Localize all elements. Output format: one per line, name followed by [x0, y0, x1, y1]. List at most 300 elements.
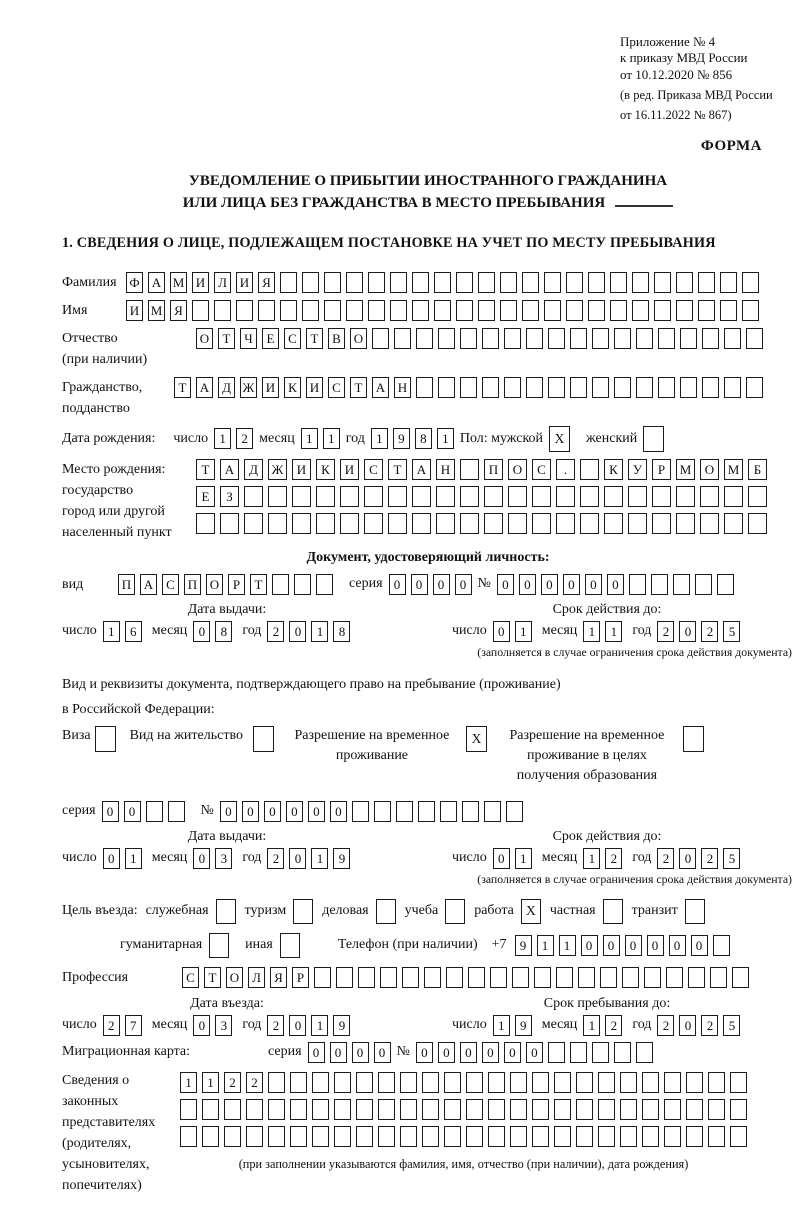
char-cell[interactable]: 1: [311, 1015, 328, 1036]
char-cell[interactable]: [702, 328, 719, 349]
char-cell[interactable]: [570, 377, 587, 398]
char-cell[interactable]: 0: [497, 574, 514, 595]
char-cell[interactable]: 0: [124, 801, 141, 822]
char-cell[interactable]: К: [604, 459, 623, 480]
char-cell[interactable]: 0: [679, 848, 696, 869]
char-cell[interactable]: [436, 513, 455, 534]
char-cell[interactable]: [554, 1126, 571, 1147]
char-cell[interactable]: [636, 328, 653, 349]
char-cell[interactable]: [708, 1126, 725, 1147]
char-cell[interactable]: [610, 300, 627, 321]
char-cell[interactable]: [438, 328, 455, 349]
char-cell[interactable]: [604, 513, 623, 534]
char-cell[interactable]: [380, 967, 397, 988]
char-cell[interactable]: [628, 513, 647, 534]
char-cell[interactable]: [460, 377, 477, 398]
char-cell[interactable]: 2: [657, 848, 674, 869]
char-cell[interactable]: 9: [515, 1015, 532, 1036]
char-cell[interactable]: [334, 1072, 351, 1093]
sex-female-checkbox[interactable]: [643, 426, 664, 452]
char-cell[interactable]: [272, 574, 289, 595]
char-cell[interactable]: 0: [264, 801, 281, 822]
char-cell[interactable]: 1: [583, 848, 600, 869]
char-cell[interactable]: 2: [267, 1015, 284, 1036]
char-cell[interactable]: Л: [214, 272, 231, 293]
char-cell[interactable]: [292, 486, 311, 507]
char-cell[interactable]: [592, 1042, 609, 1063]
char-cell[interactable]: [202, 1126, 219, 1147]
char-cell[interactable]: З: [220, 486, 239, 507]
char-cell[interactable]: [598, 1126, 615, 1147]
char-cell[interactable]: [460, 513, 479, 534]
char-cell[interactable]: Д: [244, 459, 263, 480]
char-cell[interactable]: [556, 513, 575, 534]
char-cell[interactable]: [214, 300, 231, 321]
char-cell[interactable]: А: [148, 272, 165, 293]
char-cell[interactable]: 1: [515, 621, 532, 642]
char-cell[interactable]: [748, 513, 767, 534]
char-cell[interactable]: Т: [218, 328, 235, 349]
char-cell[interactable]: [268, 513, 287, 534]
char-cell[interactable]: [280, 300, 297, 321]
char-cell[interactable]: [334, 1099, 351, 1120]
char-cell[interactable]: [732, 967, 749, 988]
char-cell[interactable]: 1: [583, 1015, 600, 1036]
char-cell[interactable]: 5: [723, 848, 740, 869]
char-cell[interactable]: О: [226, 967, 243, 988]
char-cell[interactable]: [628, 486, 647, 507]
purpose-transit-checkbox[interactable]: [685, 899, 705, 924]
char-cell[interactable]: 2: [267, 621, 284, 642]
char-cell[interactable]: [604, 486, 623, 507]
char-cell[interactable]: [676, 513, 695, 534]
char-cell[interactable]: 0: [607, 574, 624, 595]
char-cell[interactable]: 0: [308, 801, 325, 822]
char-cell[interactable]: [534, 967, 551, 988]
char-cell[interactable]: 3: [215, 848, 232, 869]
char-cell[interactable]: Е: [262, 328, 279, 349]
char-cell[interactable]: [717, 574, 734, 595]
char-cell[interactable]: [484, 513, 503, 534]
char-cell[interactable]: 5: [723, 1015, 740, 1036]
char-cell[interactable]: [522, 300, 539, 321]
char-cell[interactable]: [651, 574, 668, 595]
char-cell[interactable]: 1: [323, 428, 340, 449]
char-cell[interactable]: [456, 300, 473, 321]
char-cell[interactable]: [374, 801, 391, 822]
char-cell[interactable]: О: [196, 328, 213, 349]
char-cell[interactable]: [664, 1099, 681, 1120]
char-cell[interactable]: 1: [103, 621, 120, 642]
char-cell[interactable]: [622, 967, 639, 988]
char-cell[interactable]: 6: [125, 621, 142, 642]
char-cell[interactable]: 0: [193, 621, 210, 642]
char-cell[interactable]: 2: [657, 1015, 674, 1036]
char-cell[interactable]: [466, 1126, 483, 1147]
char-cell[interactable]: [680, 377, 697, 398]
char-cell[interactable]: [268, 1126, 285, 1147]
char-cell[interactable]: [478, 272, 495, 293]
char-cell[interactable]: И: [236, 272, 253, 293]
char-cell[interactable]: Ж: [240, 377, 257, 398]
char-cell[interactable]: 1: [437, 428, 454, 449]
char-cell[interactable]: О: [350, 328, 367, 349]
char-cell[interactable]: [610, 272, 627, 293]
char-cell[interactable]: [466, 1072, 483, 1093]
char-cell[interactable]: [312, 1126, 329, 1147]
char-cell[interactable]: [526, 328, 543, 349]
char-cell[interactable]: [636, 1042, 653, 1063]
char-cell[interactable]: [180, 1126, 197, 1147]
char-cell[interactable]: 8: [215, 621, 232, 642]
char-cell[interactable]: [280, 272, 297, 293]
char-cell[interactable]: С: [284, 328, 301, 349]
char-cell[interactable]: [246, 1099, 263, 1120]
char-cell[interactable]: [356, 1099, 373, 1120]
char-cell[interactable]: Л: [248, 967, 265, 988]
char-cell[interactable]: 1: [583, 621, 600, 642]
char-cell[interactable]: [180, 1099, 197, 1120]
char-cell[interactable]: 8: [333, 621, 350, 642]
purpose-private-checkbox[interactable]: [603, 899, 623, 924]
char-cell[interactable]: П: [184, 574, 201, 595]
char-cell[interactable]: [700, 486, 719, 507]
char-cell[interactable]: [724, 328, 741, 349]
char-cell[interactable]: 2: [657, 621, 674, 642]
char-cell[interactable]: [544, 272, 561, 293]
char-cell[interactable]: [666, 967, 683, 988]
char-cell[interactable]: [434, 272, 451, 293]
char-cell[interactable]: 0: [519, 574, 536, 595]
char-cell[interactable]: [368, 300, 385, 321]
char-cell[interactable]: С: [364, 459, 383, 480]
char-cell[interactable]: [710, 967, 727, 988]
char-cell[interactable]: 0: [482, 1042, 499, 1063]
char-cell[interactable]: [673, 574, 690, 595]
char-cell[interactable]: [500, 272, 517, 293]
char-cell[interactable]: 0: [102, 801, 119, 822]
char-cell[interactable]: 0: [679, 621, 696, 642]
char-cell[interactable]: [168, 801, 185, 822]
char-cell[interactable]: 1: [311, 848, 328, 869]
char-cell[interactable]: И: [306, 377, 323, 398]
char-cell[interactable]: 0: [220, 801, 237, 822]
char-cell[interactable]: [588, 300, 605, 321]
char-cell[interactable]: Т: [204, 967, 221, 988]
char-cell[interactable]: К: [316, 459, 335, 480]
char-cell[interactable]: [316, 513, 335, 534]
char-cell[interactable]: 1: [125, 848, 142, 869]
char-cell[interactable]: [654, 272, 671, 293]
char-cell[interactable]: 1: [301, 428, 318, 449]
char-cell[interactable]: [484, 486, 503, 507]
char-cell[interactable]: [224, 1126, 241, 1147]
char-cell[interactable]: [652, 513, 671, 534]
char-cell[interactable]: Ф: [126, 272, 143, 293]
char-cell[interactable]: [506, 801, 523, 822]
char-cell[interactable]: [570, 328, 587, 349]
char-cell[interactable]: [352, 801, 369, 822]
char-cell[interactable]: 0: [526, 1042, 543, 1063]
char-cell[interactable]: [220, 513, 239, 534]
char-cell[interactable]: [676, 486, 695, 507]
char-cell[interactable]: [548, 377, 565, 398]
char-cell[interactable]: [676, 300, 693, 321]
char-cell[interactable]: [532, 513, 551, 534]
char-cell[interactable]: [698, 300, 715, 321]
char-cell[interactable]: 7: [125, 1015, 142, 1036]
char-cell[interactable]: 1: [214, 428, 231, 449]
char-cell[interactable]: [424, 967, 441, 988]
char-cell[interactable]: [700, 513, 719, 534]
char-cell[interactable]: 1: [605, 621, 622, 642]
char-cell[interactable]: [244, 486, 263, 507]
char-cell[interactable]: [444, 1072, 461, 1093]
char-cell[interactable]: 0: [289, 1015, 306, 1036]
char-cell[interactable]: [356, 1072, 373, 1093]
char-cell[interactable]: А: [196, 377, 213, 398]
char-cell[interactable]: [258, 300, 275, 321]
char-cell[interactable]: [658, 328, 675, 349]
char-cell[interactable]: [378, 1099, 395, 1120]
char-cell[interactable]: К: [284, 377, 301, 398]
char-cell[interactable]: 1: [515, 848, 532, 869]
char-cell[interactable]: Т: [306, 328, 323, 349]
char-cell[interactable]: [412, 513, 431, 534]
char-cell[interactable]: [526, 377, 543, 398]
char-cell[interactable]: [629, 574, 646, 595]
char-cell[interactable]: [336, 967, 353, 988]
char-cell[interactable]: [510, 1126, 527, 1147]
purpose-study-checkbox[interactable]: [445, 899, 465, 924]
char-cell[interactable]: [576, 1126, 593, 1147]
char-cell[interactable]: [508, 486, 527, 507]
char-cell[interactable]: [580, 486, 599, 507]
char-cell[interactable]: 0: [581, 935, 598, 956]
char-cell[interactable]: Т: [250, 574, 267, 595]
char-cell[interactable]: 0: [242, 801, 259, 822]
char-cell[interactable]: [202, 1099, 219, 1120]
char-cell[interactable]: Я: [170, 300, 187, 321]
char-cell[interactable]: [196, 513, 215, 534]
char-cell[interactable]: Т: [388, 459, 407, 480]
char-cell[interactable]: О: [700, 459, 719, 480]
char-cell[interactable]: Р: [292, 967, 309, 988]
char-cell[interactable]: [642, 1126, 659, 1147]
char-cell[interactable]: М: [724, 459, 743, 480]
char-cell[interactable]: [598, 1099, 615, 1120]
purpose-work-checkbox[interactable]: X: [521, 899, 541, 924]
char-cell[interactable]: В: [328, 328, 345, 349]
char-cell[interactable]: [713, 935, 730, 956]
char-cell[interactable]: Ч: [240, 328, 257, 349]
char-cell[interactable]: [388, 486, 407, 507]
temp-edu-permit-checkbox[interactable]: [683, 726, 704, 752]
char-cell[interactable]: Б: [748, 459, 767, 480]
char-cell[interactable]: [510, 1072, 527, 1093]
char-cell[interactable]: [412, 300, 429, 321]
char-cell[interactable]: О: [206, 574, 223, 595]
char-cell[interactable]: 1: [537, 935, 554, 956]
char-cell[interactable]: [512, 967, 529, 988]
char-cell[interactable]: [686, 1126, 703, 1147]
char-cell[interactable]: И: [340, 459, 359, 480]
char-cell[interactable]: [600, 967, 617, 988]
char-cell[interactable]: М: [148, 300, 165, 321]
char-cell[interactable]: М: [170, 272, 187, 293]
char-cell[interactable]: 0: [374, 1042, 391, 1063]
char-cell[interactable]: [532, 1072, 549, 1093]
char-cell[interactable]: [504, 377, 521, 398]
char-cell[interactable]: [510, 1099, 527, 1120]
char-cell[interactable]: [390, 300, 407, 321]
char-cell[interactable]: [548, 1042, 565, 1063]
char-cell[interactable]: [532, 486, 551, 507]
char-cell[interactable]: 2: [103, 1015, 120, 1036]
char-cell[interactable]: [456, 272, 473, 293]
char-cell[interactable]: [522, 272, 539, 293]
char-cell[interactable]: [488, 1099, 505, 1120]
char-cell[interactable]: [316, 574, 333, 595]
char-cell[interactable]: Я: [270, 967, 287, 988]
char-cell[interactable]: [356, 1126, 373, 1147]
char-cell[interactable]: 0: [389, 574, 406, 595]
char-cell[interactable]: [702, 377, 719, 398]
char-cell[interactable]: [532, 1099, 549, 1120]
char-cell[interactable]: [444, 1126, 461, 1147]
char-cell[interactable]: И: [262, 377, 279, 398]
char-cell[interactable]: [686, 1072, 703, 1093]
char-cell[interactable]: О: [508, 459, 527, 480]
char-cell[interactable]: [742, 300, 759, 321]
char-cell[interactable]: А: [412, 459, 431, 480]
char-cell[interactable]: [748, 486, 767, 507]
char-cell[interactable]: [664, 1072, 681, 1093]
char-cell[interactable]: [484, 801, 501, 822]
char-cell[interactable]: [368, 272, 385, 293]
char-cell[interactable]: [292, 513, 311, 534]
char-cell[interactable]: [664, 1126, 681, 1147]
char-cell[interactable]: [576, 1072, 593, 1093]
char-cell[interactable]: [614, 1042, 631, 1063]
char-cell[interactable]: 2: [605, 1015, 622, 1036]
char-cell[interactable]: [720, 272, 737, 293]
char-cell[interactable]: [400, 1099, 417, 1120]
char-cell[interactable]: [346, 272, 363, 293]
purpose-other-checkbox[interactable]: [280, 933, 300, 958]
purpose-business-checkbox[interactable]: [376, 899, 396, 924]
char-cell[interactable]: 0: [330, 801, 347, 822]
char-cell[interactable]: [416, 377, 433, 398]
purpose-humanitarian-checkbox[interactable]: [209, 933, 229, 958]
char-cell[interactable]: 0: [289, 621, 306, 642]
char-cell[interactable]: [388, 513, 407, 534]
char-cell[interactable]: 8: [415, 428, 432, 449]
char-cell[interactable]: [460, 486, 479, 507]
char-cell[interactable]: 2: [267, 848, 284, 869]
char-cell[interactable]: 0: [193, 1015, 210, 1036]
char-cell[interactable]: [680, 328, 697, 349]
char-cell[interactable]: [268, 486, 287, 507]
char-cell[interactable]: [444, 1099, 461, 1120]
char-cell[interactable]: 3: [215, 1015, 232, 1036]
char-cell[interactable]: 0: [585, 574, 602, 595]
char-cell[interactable]: [708, 1099, 725, 1120]
char-cell[interactable]: [720, 300, 737, 321]
char-cell[interactable]: [708, 1072, 725, 1093]
char-cell[interactable]: Р: [652, 459, 671, 480]
char-cell[interactable]: [632, 300, 649, 321]
char-cell[interactable]: 0: [625, 935, 642, 956]
char-cell[interactable]: [462, 801, 479, 822]
char-cell[interactable]: Т: [174, 377, 191, 398]
char-cell[interactable]: 0: [669, 935, 686, 956]
char-cell[interactable]: Н: [394, 377, 411, 398]
purpose-tourism-checkbox[interactable]: [293, 899, 313, 924]
residence-checkbox[interactable]: [253, 726, 274, 752]
char-cell[interactable]: [290, 1099, 307, 1120]
char-cell[interactable]: [592, 377, 609, 398]
char-cell[interactable]: 9: [333, 848, 350, 869]
char-cell[interactable]: [146, 801, 163, 822]
char-cell[interactable]: [508, 513, 527, 534]
char-cell[interactable]: 1: [559, 935, 576, 956]
char-cell[interactable]: У: [628, 459, 647, 480]
char-cell[interactable]: 2: [701, 1015, 718, 1036]
char-cell[interactable]: 0: [679, 1015, 696, 1036]
char-cell[interactable]: [566, 300, 583, 321]
char-cell[interactable]: [676, 272, 693, 293]
char-cell[interactable]: 0: [289, 848, 306, 869]
char-cell[interactable]: [446, 967, 463, 988]
purpose-official-checkbox[interactable]: [216, 899, 236, 924]
char-cell[interactable]: [268, 1099, 285, 1120]
char-cell[interactable]: [294, 574, 311, 595]
char-cell[interactable]: П: [118, 574, 135, 595]
char-cell[interactable]: [192, 300, 209, 321]
char-cell[interactable]: [532, 1126, 549, 1147]
char-cell[interactable]: С: [328, 377, 345, 398]
char-cell[interactable]: Т: [350, 377, 367, 398]
char-cell[interactable]: [460, 328, 477, 349]
char-cell[interactable]: 0: [286, 801, 303, 822]
char-cell[interactable]: А: [140, 574, 157, 595]
char-cell[interactable]: Ж: [268, 459, 287, 480]
char-cell[interactable]: 0: [411, 574, 428, 595]
sex-male-checkbox[interactable]: X: [549, 426, 570, 452]
char-cell[interactable]: [658, 377, 675, 398]
char-cell[interactable]: [346, 300, 363, 321]
char-cell[interactable]: 0: [691, 935, 708, 956]
char-cell[interactable]: [576, 1099, 593, 1120]
char-cell[interactable]: [482, 328, 499, 349]
char-cell[interactable]: [566, 272, 583, 293]
char-cell[interactable]: И: [292, 459, 311, 480]
char-cell[interactable]: [378, 1072, 395, 1093]
char-cell[interactable]: 1: [493, 1015, 510, 1036]
char-cell[interactable]: [422, 1099, 439, 1120]
char-cell[interactable]: [422, 1126, 439, 1147]
char-cell[interactable]: 0: [647, 935, 664, 956]
char-cell[interactable]: 2: [701, 621, 718, 642]
char-cell[interactable]: 0: [352, 1042, 369, 1063]
char-cell[interactable]: [434, 300, 451, 321]
char-cell[interactable]: 0: [308, 1042, 325, 1063]
char-cell[interactable]: [570, 1042, 587, 1063]
char-cell[interactable]: 0: [460, 1042, 477, 1063]
char-cell[interactable]: 0: [438, 1042, 455, 1063]
char-cell[interactable]: [482, 377, 499, 398]
